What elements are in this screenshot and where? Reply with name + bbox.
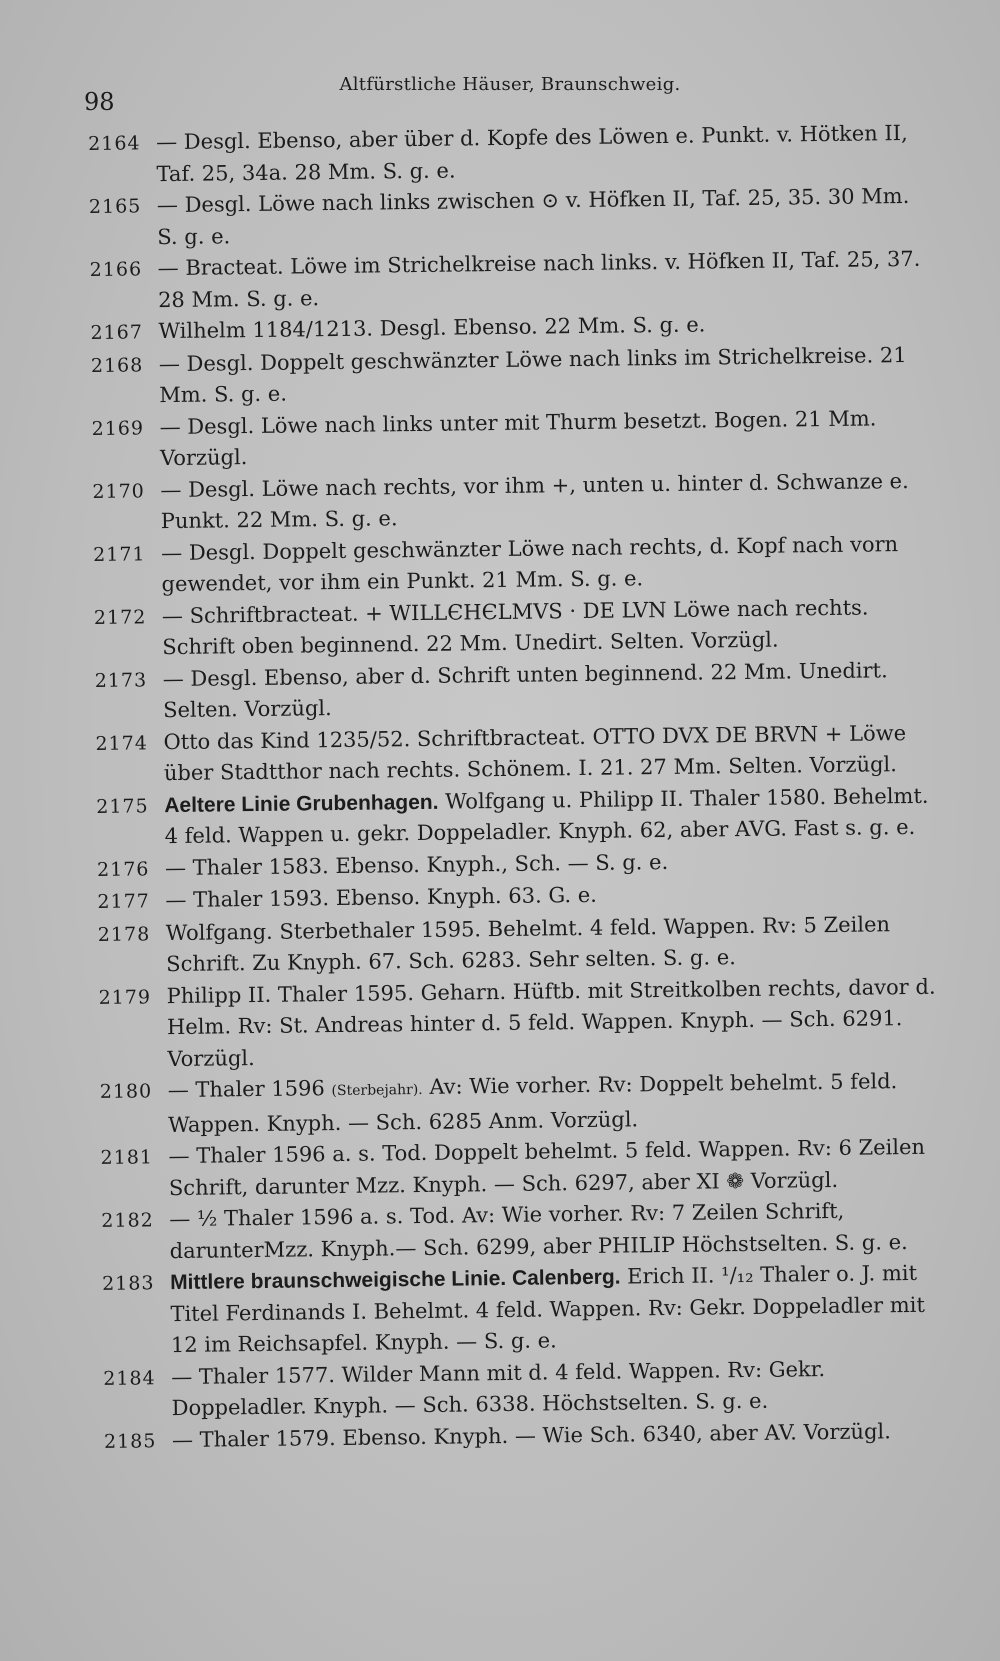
entry-number: 2183 [101, 1272, 155, 1295]
catalog-entries [88, 118, 946, 1458]
catalog-entry [88, 118, 931, 191]
entry-note: (Sterbejahr). [331, 1081, 423, 1100]
page-number: 98 [84, 88, 115, 116]
catalog-entry [93, 528, 936, 601]
catalog-entry [101, 1195, 944, 1268]
entry-number: 2181 [100, 1146, 154, 1169]
catalog-entry [96, 780, 939, 853]
entry-text [168, 1066, 943, 1141]
entry-number: 2185 [103, 1429, 157, 1453]
entry-number: 2182 [101, 1209, 154, 1232]
catalog-entry [90, 244, 933, 317]
entry-number: 2174 [95, 731, 149, 755]
catalog-entry [91, 339, 934, 412]
entry-text: — Thaler 1583. Ebenso. Knyph., Sch. — S. g. e. [164, 849, 669, 880]
section-heading: Aeltere Linie Grubenhagen. [164, 790, 439, 817]
entry-text: — Schriftbracteat. + WILLЄHЄLMVS · DE LVN Löwe nach rechts. Schrift oben beginnend. 22 Mm. Unedirt. Selten. Vorzügl. [161, 595, 869, 660]
catalog-entry [100, 1066, 943, 1142]
catalog-entry [102, 1258, 945, 1363]
entry-text: — Thaler 1596 a. s. Tod. Doppelt behelmt. 5 feld. Wappen. Rv: 6 Zeilen Schrift, darunter Mzz. Knyph. — Sch. 6297, aber XI ❁ Vorzügl. [168, 1134, 926, 1200]
catalog-entry [100, 1132, 943, 1205]
entry-text: — Desgl. Doppelt geschwänzter Löwe nach links im Strichelkreise. 21 Mm. S. g. e. [158, 342, 907, 408]
entry-text: — Desgl. Löwe nach links zwischen ⊙ v. Höfken II, Taf. 25, 35. 30 Mm. S. g. e. [156, 183, 910, 249]
entry-number: 2184 [103, 1366, 156, 1390]
entry-text: — Thaler 1579. Ebenso. Knyph. — Wie Sch. 6340, aber AV. Vorzügl. [171, 1418, 891, 1452]
section-heading: Mittlere braunschweigische Linie. Calenberg. [169, 1265, 621, 1295]
entry-text: — Bracteat. Löwe im Strichelkreise nach links. v. Höfken II, Taf. 25, 37. 28 Mm. S. g. e. [157, 246, 921, 312]
entry-number: 2172 [93, 605, 147, 629]
entry-text: Wilhelm 1184/1213. Desgl. Ebenso. 22 Mm. S. g. e. [158, 312, 706, 344]
entry-number: 2176 [96, 857, 150, 881]
entry-body: — Thaler 1596 [167, 1076, 325, 1103]
entry-number: 2180 [99, 1080, 153, 1103]
entry-text: — Desgl. Ebenso, aber über d. Kopfe des Löwen e. Punkt. v. Hötken II, Taf. 25, 34a. 28 Mm. S. g. e. [156, 120, 908, 186]
entry-body-continued: Av: Wie vorher. Rv: Doppelt behelmt. 5 feld. Wappen. Knyph. — Sch. 6285 Anm. Vorzügl. [168, 1069, 898, 1137]
entry-number: 2178 [97, 922, 151, 946]
entry-number: 2165 [88, 195, 142, 218]
catalog-entry [91, 402, 934, 475]
entry-text: — Desgl. Ebenso, aber d. Schrift unten beginnend. 22 Mm. Unedirt. Selten. Vorzügl. [162, 657, 888, 723]
entry-body: Wolfgang u. Philipp II. Thaler 1580. Behelmt. 4 feld. Wappen u. gekr. Doppeladler. Knyph. 62, aber AVG. Fast s. g. e. [164, 783, 929, 849]
entry-text: — Desgl. Doppelt geschwänzter Löwe nach rechts, d. Kopf nach vorn gewendet, vor ihm ein Punkt. 21 Mm. S. g. e. [161, 531, 899, 597]
entry-number: 2168 [90, 353, 144, 377]
catalog-entry [95, 654, 938, 727]
catalog-entry [92, 465, 935, 538]
entry-number: 2173 [94, 668, 148, 692]
entry-number: 2164 [88, 132, 141, 155]
entry-text [164, 780, 939, 852]
entry-text: Wolfgang. Sterbethaler 1595. Behelmt. 4 feld. Wappen. Rv: 5 Zeilen Schrift. Zu Knyph. 67. Sch. 6283. Sehr selten. S. g. e. [165, 911, 891, 977]
entry-number: 2175 [96, 794, 149, 818]
entry-body: Erich II. ¹/₁₂ Thaler o. J. mit Titel Ferdinands I. Behelmt. 4 feld. Wappen. Rv: Gekr. Doppeladler mit 12 im Reichsapfel. Knyph. — S. g. e. [170, 1260, 926, 1358]
entry-text [170, 1258, 945, 1362]
entry-number: 2167 [90, 321, 143, 344]
catalog-entry [94, 591, 937, 664]
entry-text: Otto das Kind 1235/52. Schriftbracteat. OTTO DVX DE BRVN + Löwe über Stadtthor nach rechts. Schönem. I. 21. 27 Mm. Selten. Vorzügl. [163, 720, 907, 786]
entry-number: 2169 [91, 416, 145, 440]
entry-number: 2170 [92, 479, 145, 503]
running-head: Altfürstliche Häuser, Braunschweig. [339, 74, 681, 95]
catalog-entry [103, 1352, 946, 1425]
entry-text: — Thaler 1593. Ebenso. Knyph. 63. G. e. [165, 882, 598, 913]
entry-number: 2171 [93, 542, 146, 566]
entry-text: — Thaler 1577. Wilder Mann mit d. 4 feld. Wappen. Rv: Gekr. Doppeladler. Knyph. — Sch. 6338. Höchstselten. S. g. e. [171, 1356, 826, 1421]
entry-text: — ½ Thaler 1596 a. s. Tod. Av: Wie vorher. Rv: 7 Zeilen Schrift, darunterMzz. Knyph.— Sch. 6299, aber PHILIP Höchstselten. S. g. e. [169, 1198, 908, 1263]
entry-text: Philipp II. Thaler 1595. Geharn. Hüftb. mit Streitkolben rechts, davor d. Helm. Rv: St. Andreas hinter d. 5 feld. Wappen. Knyph. — Sch. 6291. Vorzügl. [166, 974, 936, 1071]
catalog-entry [98, 908, 941, 981]
entry-number: 2166 [89, 258, 143, 281]
catalog-entry [89, 181, 932, 254]
catalog-entry [95, 717, 938, 790]
entry-number: 2177 [97, 890, 150, 913]
entry-number: 2179 [98, 985, 152, 1009]
entry-text: — Desgl. Löwe nach links unter mit Thurm besetzt. Bogen. 21 Mm. Vorzügl. [159, 405, 877, 471]
entry-text: — Desgl. Löwe nach rechts, vor ihm +, unten u. hinter d. Schwanze e. Punkt. 22 Mm. S. g. e. [160, 468, 909, 534]
catalog-entry [98, 971, 941, 1076]
